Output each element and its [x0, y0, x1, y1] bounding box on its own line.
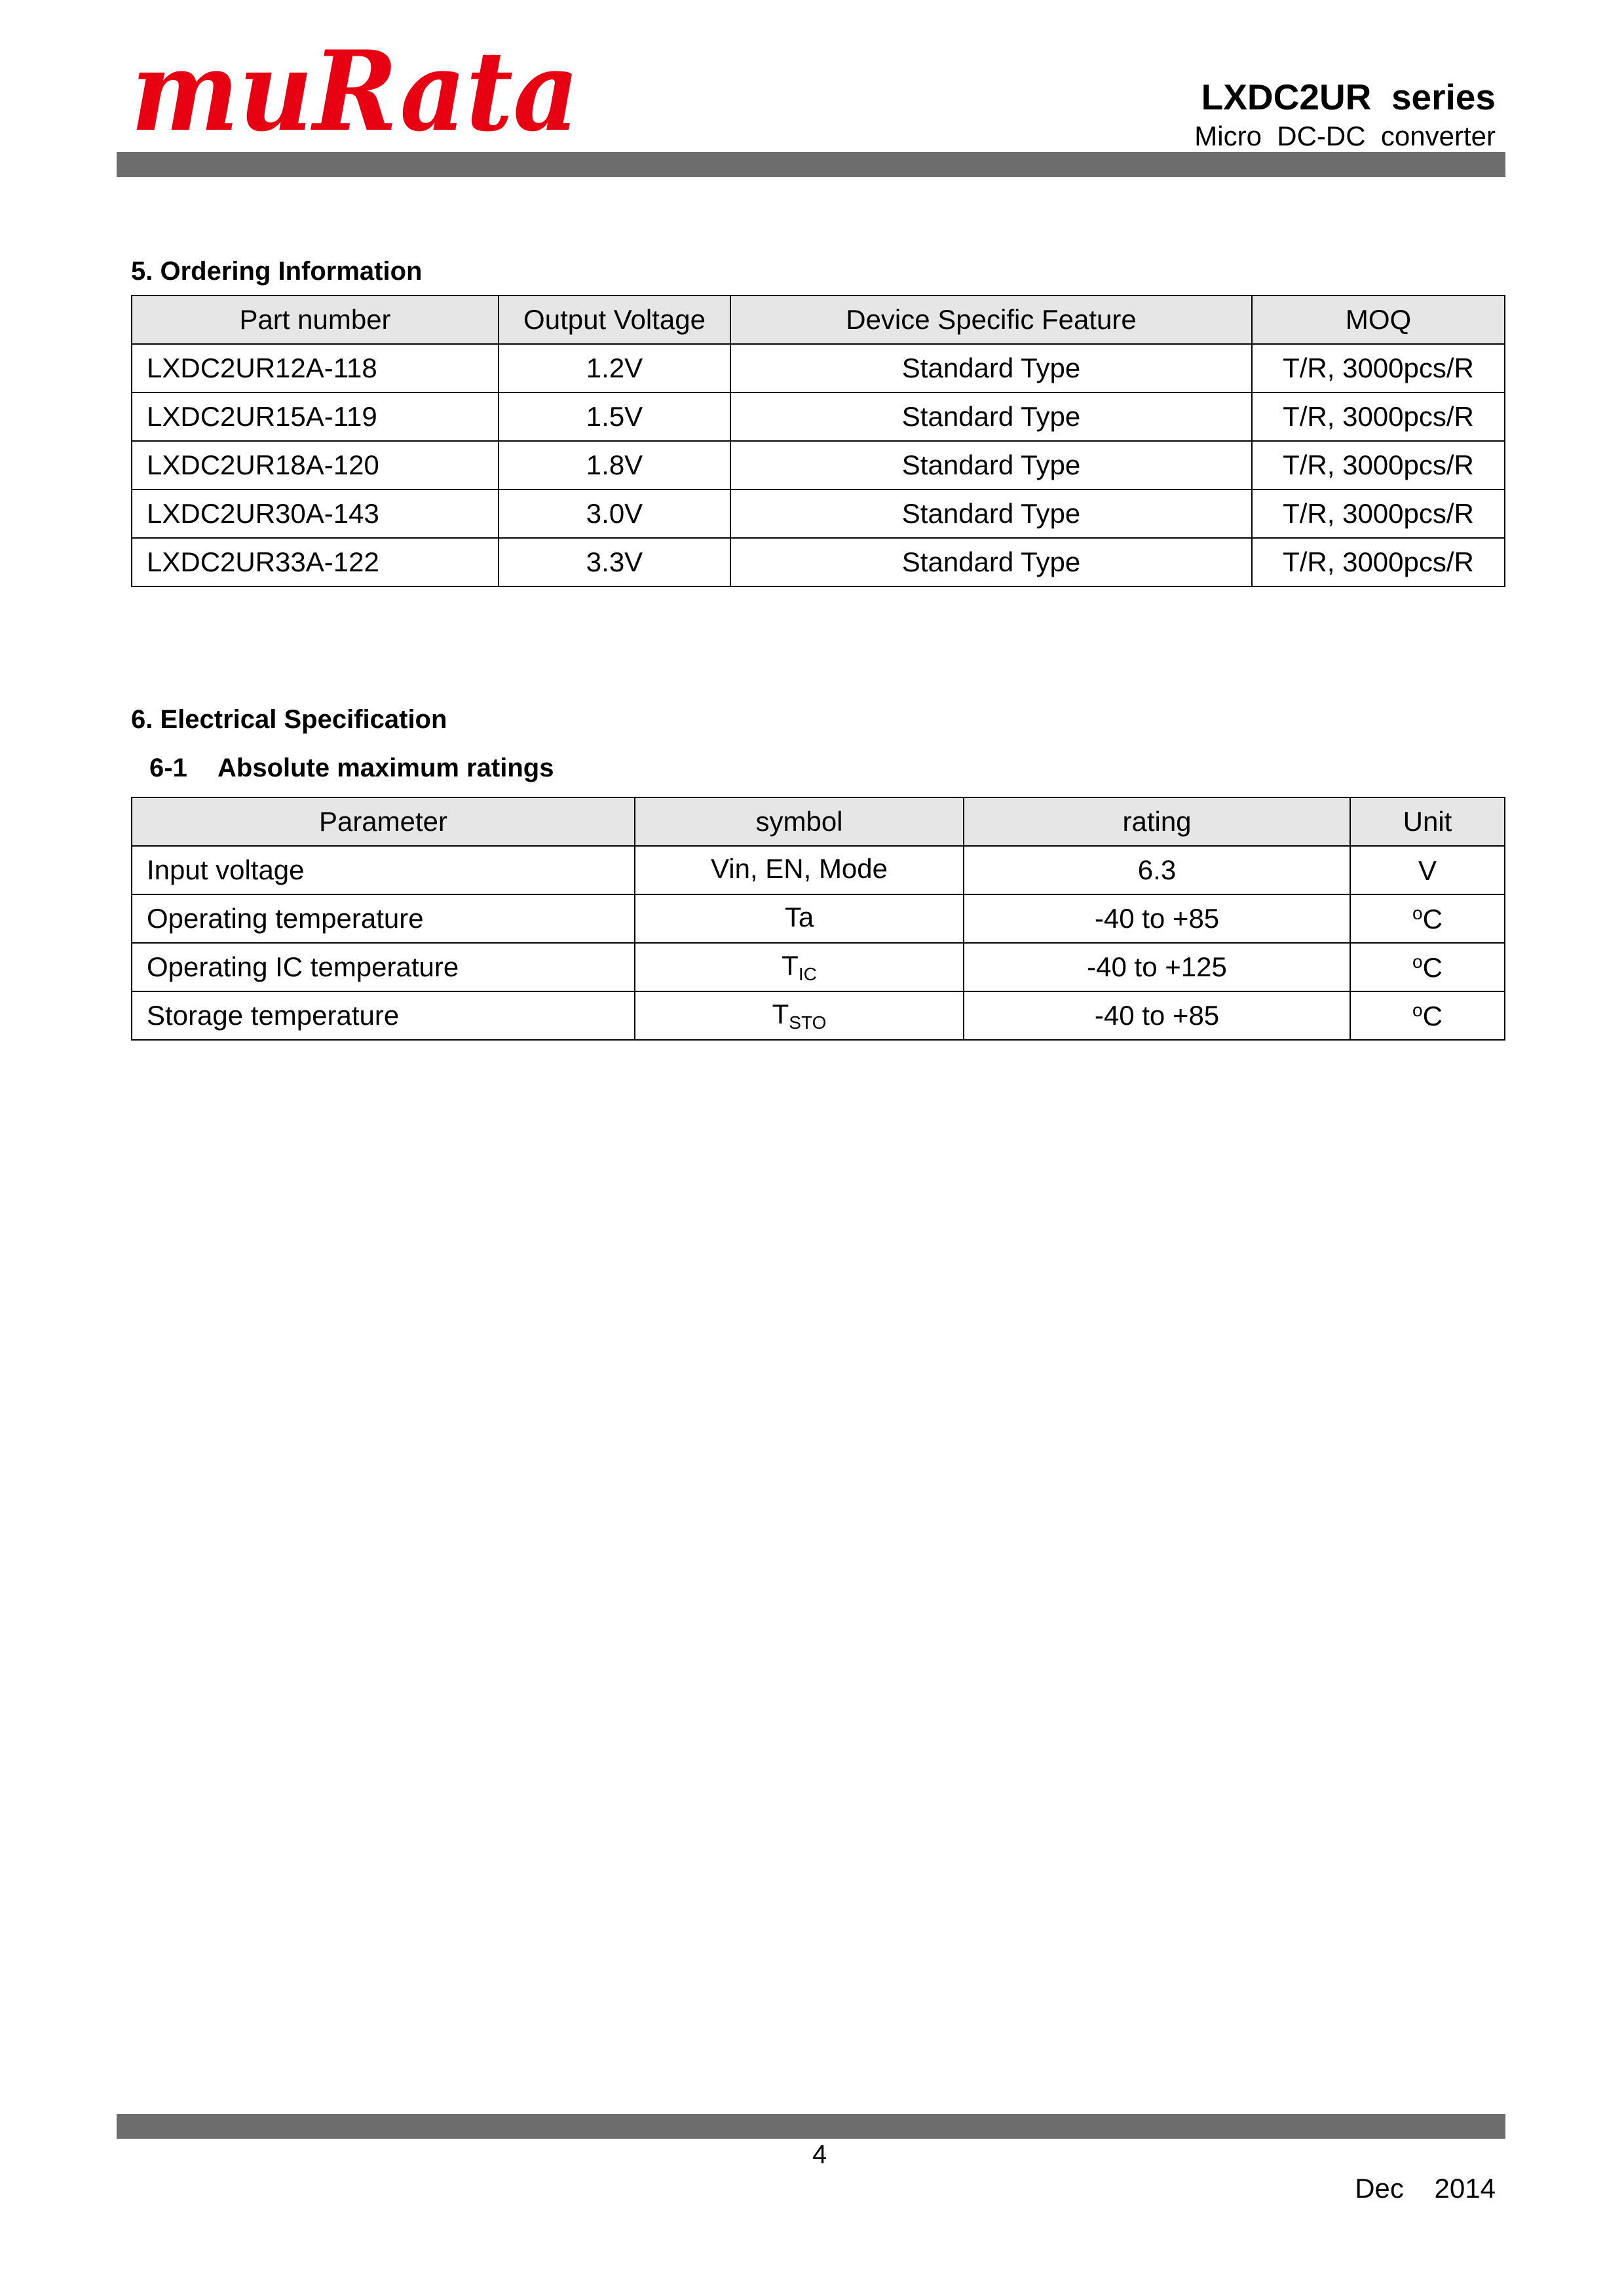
table-row [132, 943, 1505, 991]
moq-cell: T/R, 3000pcs/R [1252, 538, 1505, 586]
unit-text: V [1418, 854, 1437, 886]
rating-cell: -40 to +85 [964, 894, 1350, 943]
unit-text: C [1422, 951, 1443, 983]
subsection-title: Absolute maximum ratings [217, 754, 554, 782]
table-row [132, 489, 1505, 538]
table-row [132, 846, 1505, 894]
degree-superscript: o [1412, 951, 1423, 972]
column-header: rating [964, 797, 1350, 846]
symbol-text: T [782, 949, 799, 981]
column-header: Device Specific Feature [730, 296, 1252, 344]
part-number-cell: LXDC2UR33A-122 [132, 538, 499, 586]
part-number-cell: LXDC2UR18A-120 [132, 441, 499, 489]
column-header: Unit [1350, 797, 1505, 846]
page-number: 4 [812, 2140, 827, 2169]
output-voltage-cell: 1.8V [499, 441, 730, 489]
output-voltage-cell: 1.5V [499, 392, 730, 441]
column-header: Part number [132, 296, 499, 344]
symbol-subscript: STO [789, 1012, 827, 1033]
table-row [132, 441, 1505, 489]
table-row [132, 344, 1505, 392]
svg-text:muRata: muRata [131, 31, 579, 143]
moq-cell: T/R, 3000pcs/R [1252, 392, 1505, 441]
column-header: Output Voltage [499, 296, 730, 344]
table-row [132, 392, 1505, 441]
feature-cell: Standard Type [730, 344, 1252, 392]
ratings-header-row [132, 797, 1505, 846]
symbol-text: T [772, 998, 789, 1029]
murata-logo [128, 31, 587, 143]
parameter-cell: Operating temperature [132, 894, 635, 943]
moq-cell: T/R, 3000pcs/R [1252, 344, 1505, 392]
feature-cell: Standard Type [730, 392, 1252, 441]
part-number-cell: LXDC2UR12A-118 [132, 344, 499, 392]
subsection-number: 6-1 [149, 754, 187, 782]
rating-cell: 6.3 [964, 846, 1350, 894]
ordering-table [131, 295, 1505, 587]
parameter-cell: Input voltage [132, 846, 635, 894]
unit-text: C [1422, 1000, 1443, 1031]
symbol-cell [635, 846, 964, 894]
header-divider-bar [117, 152, 1505, 177]
symbol-cell [635, 894, 964, 943]
column-header: Parameter [132, 797, 635, 846]
feature-cell: Standard Type [730, 489, 1252, 538]
degree-superscript: o [1412, 902, 1423, 923]
rating-cell: -40 to +85 [964, 991, 1350, 1040]
unit-cell [1350, 894, 1505, 943]
symbol-cell [635, 943, 964, 991]
table-row [132, 538, 1505, 586]
series-subtitle: Micro DC-DC converter [1194, 121, 1496, 151]
footer-date: Dec 2014 [1355, 2173, 1496, 2204]
unit-cell [1350, 846, 1505, 894]
column-header: symbol [635, 797, 964, 846]
parameter-cell: Storage temperature [132, 991, 635, 1040]
output-voltage-cell: 1.2V [499, 344, 730, 392]
symbol-cell [635, 991, 964, 1040]
table-row [132, 894, 1505, 943]
table-row [132, 991, 1505, 1040]
output-voltage-cell: 3.3V [499, 538, 730, 586]
degree-superscript: o [1412, 999, 1423, 1020]
output-voltage-cell: 3.0V [499, 489, 730, 538]
symbol-text: Ta [784, 901, 814, 932]
feature-cell: Standard Type [730, 441, 1252, 489]
ordering-heading: 5. Ordering Information [131, 257, 423, 286]
symbol-subscript: IC [798, 963, 817, 984]
unit-cell [1350, 943, 1505, 991]
parameter-cell: Operating IC temperature [132, 943, 635, 991]
symbol-text: Vin, EN, Mode [710, 852, 888, 884]
absolute-max-ratings-table [131, 797, 1505, 1041]
unit-text: C [1422, 903, 1443, 934]
footer-divider-bar [117, 2114, 1505, 2139]
ordering-header-row [132, 296, 1505, 344]
feature-cell: Standard Type [730, 538, 1252, 586]
electrical-heading: 6. Electrical Specification [131, 705, 447, 734]
part-number-cell: LXDC2UR30A-143 [132, 489, 499, 538]
moq-cell: T/R, 3000pcs/R [1252, 441, 1505, 489]
moq-cell: T/R, 3000pcs/R [1252, 489, 1505, 538]
series-title: LXDC2UR series [1201, 77, 1496, 117]
column-header: MOQ [1252, 296, 1505, 344]
unit-cell [1350, 991, 1505, 1040]
rating-cell: -40 to +125 [964, 943, 1350, 991]
part-number-cell: LXDC2UR15A-119 [132, 392, 499, 441]
